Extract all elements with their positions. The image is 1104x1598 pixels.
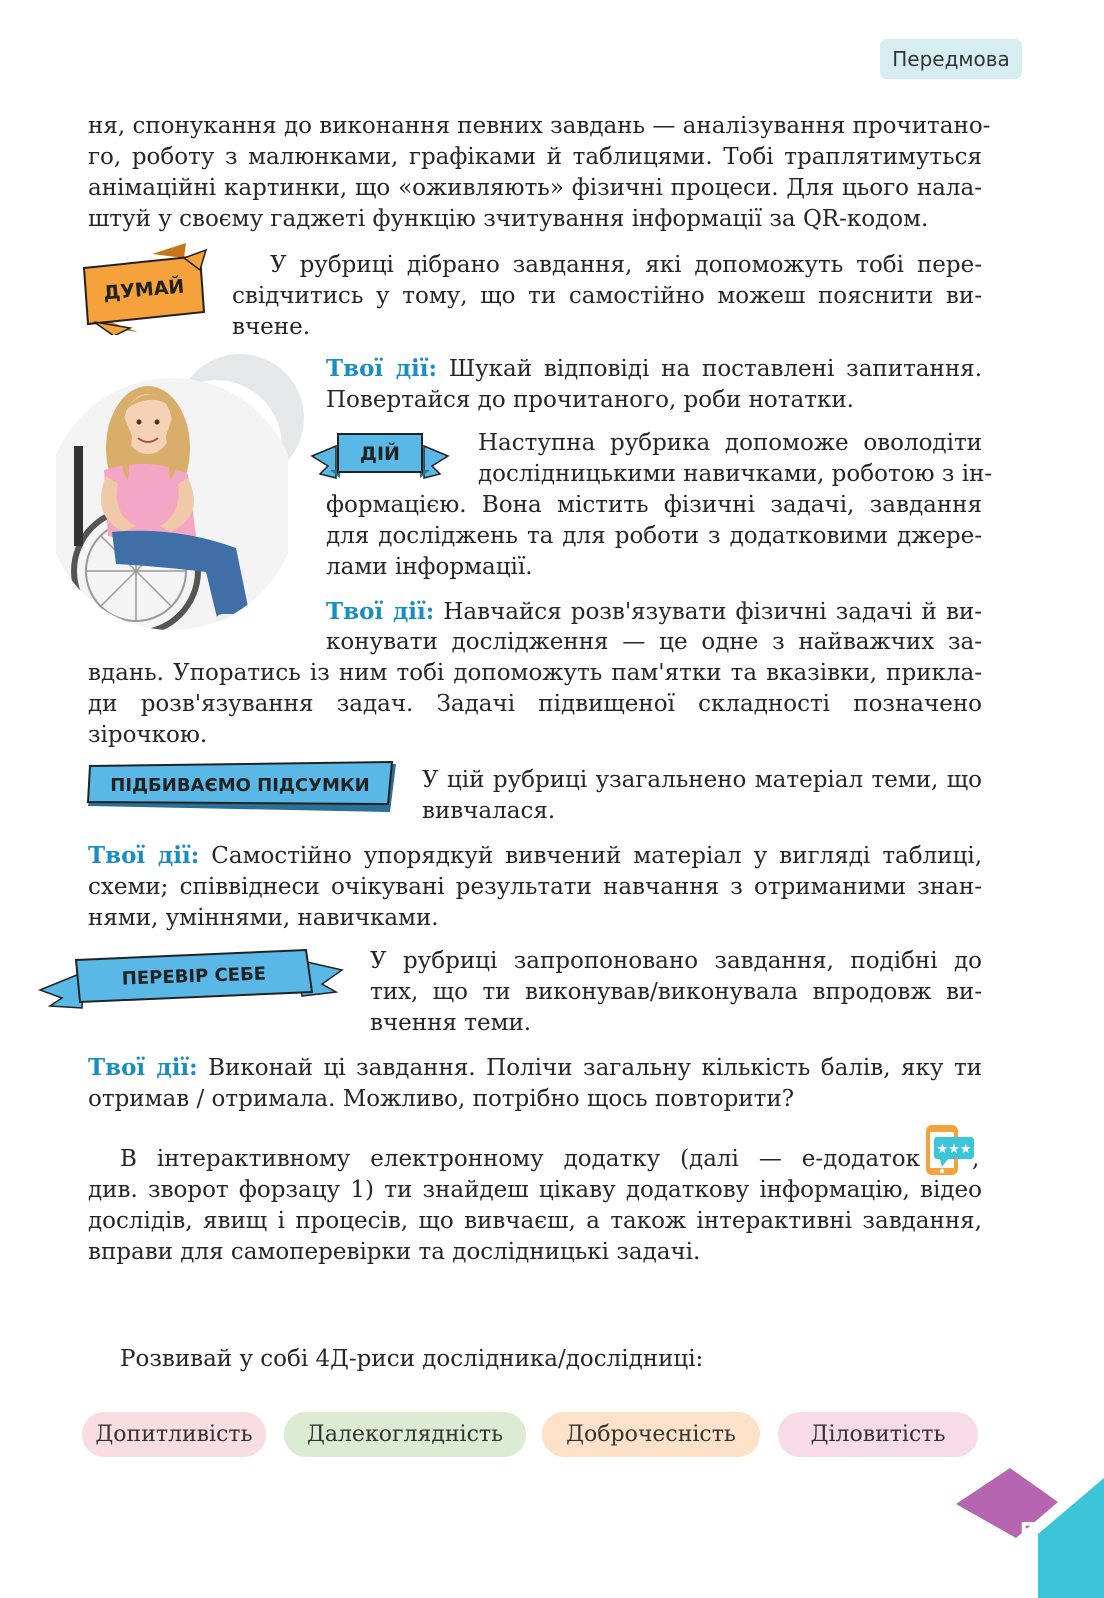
trait-badge-foresight: Далекоглядність: [284, 1412, 526, 1457]
act-actions: [88, 627, 982, 751]
text-line: анімаційні картинки, що «оживляють» фізичні процеси. Для цього нала-: [88, 175, 982, 201]
text-line: [88, 840, 982, 872]
text-line: вдань. Упоратись із ним тобі допоможуть пам'ятки та вказівки, прикла-: [88, 660, 982, 686]
trait-badge-diligence: Діловитість: [778, 1412, 978, 1457]
intro-paragraph: [88, 111, 991, 235]
text-line: го, роботу з малюнками, графіками й таблицями. Тобі траплятимуться: [88, 144, 982, 170]
text-line: Наступна рубрика допоможе оволодіти: [478, 430, 982, 456]
check-badge: [36, 946, 348, 1014]
text-line: [88, 1052, 982, 1084]
actions-text: Самостійно упорядкуй вивчений матеріал у вигляді таблиці,: [211, 843, 983, 869]
actions-label: Твої дії:: [326, 355, 437, 382]
edodatok-comma: ,: [972, 1146, 980, 1172]
summary-badge: [84, 760, 400, 816]
summary-actions: [88, 840, 982, 934]
text-line: У рубриці запропоновано завдання, подібні до: [370, 948, 982, 974]
think-actions: [326, 353, 982, 416]
text-line: лами інформації.: [326, 554, 533, 580]
text-line: ди розв'язування задач. Задачі підвищеної складності позначено: [88, 691, 982, 717]
text-line: формацією. Вона містить фізичні задачі, завдання: [326, 492, 982, 518]
text-line: ня, спонукання до виконання певних завдань — аналізування прочитано-: [88, 113, 991, 139]
text-line: Розвивай у собі 4Д-риси дослідника/дослідниці:: [120, 1346, 704, 1372]
text-line: вправи для самоперевірки та дослідницькі задачі.: [88, 1239, 701, 1265]
check-badge-label: ПЕРЕВІР СЕБЕ: [121, 963, 267, 990]
check-actions: [88, 1052, 982, 1115]
text-line: дослідницькими навичками, роботою з ін-: [478, 461, 993, 487]
summary-paragraph: [422, 765, 982, 827]
phone-app-icon: [922, 1123, 976, 1177]
edodatok-paragraph: [88, 1175, 982, 1268]
text-line: тих, що ти виконував/виконувала впродовж ви-: [370, 979, 982, 1005]
text-line: схеми; співвіднеси очікувані результати навчання з отриманими знан-: [88, 874, 982, 900]
text-line: див. зворот форзацу 1) ти знайдеш цікаву додаткову інформацію, відео: [88, 1177, 982, 1203]
act-paragraph: [326, 428, 993, 583]
text-line: У цій рубриці узагальнено матеріал теми, що: [422, 767, 982, 793]
svg-text:★★★: ★★★: [936, 1142, 972, 1157]
text-line: нями, уміннями, навичками.: [88, 905, 439, 931]
text-line: [326, 353, 982, 385]
think-badge-label: ДУМАЙ: [102, 275, 186, 305]
actions-text: Навчайся розв'язувати фізичні задачі й ви-: [443, 599, 982, 625]
page-number: 5: [1018, 1518, 1038, 1548]
text-line: В інтерактивному електронному додатку (далі — е-додаток: [120, 1146, 920, 1172]
actions-label: Твої дії:: [88, 1054, 198, 1081]
act-actions-first: [326, 596, 982, 628]
text-line: дослідів, явищ і процесів, що вивчаєш, а також інтерактивні завдання,: [88, 1208, 982, 1234]
actions-text: Шукай відповіді на поставлені запитання.: [448, 356, 983, 382]
text-line: [326, 596, 982, 628]
text-line: зірочкою.: [88, 722, 208, 748]
text-line: вивчалася.: [422, 798, 556, 824]
actions-label: Твої дії:: [326, 598, 435, 625]
actions-label: Твої дії:: [88, 842, 200, 869]
act-badge-label: ДІЙ: [360, 443, 400, 465]
student-wheelchair-photo: [56, 376, 288, 632]
actions-text: Виконай ці завдання. Полічи загальну кількість балів, яку ти: [208, 1055, 983, 1081]
check-paragraph: [370, 946, 982, 1039]
section-tag: Передмова: [880, 39, 1022, 79]
text-line: отримав / отримала. Можливо, потрібно щось повторити?: [88, 1086, 795, 1112]
traits-intro: [120, 1344, 880, 1375]
think-paragraph: [232, 250, 982, 343]
summary-badge-label: ПІДБИВАЄМО ПІДСУМКИ: [110, 775, 370, 796]
text-line: вчення теми.: [370, 1010, 532, 1036]
text-line: У рубриці дібрано завдання, які допоможуть тобі пере-: [270, 252, 982, 278]
trait-badge-curiosity: Допитливість: [82, 1412, 266, 1457]
text-line: Повертайся до прочитаного, роби нотатки.: [326, 387, 854, 413]
trait-badge-integrity: Доброчесність: [542, 1412, 760, 1457]
think-badge: [80, 240, 210, 335]
text-line: для досліджень та для роботи з додатковими джере-: [326, 523, 982, 549]
text-line: конувати дослідження — це одне з найважчих за-: [326, 629, 982, 655]
text-line: свідчитись у тому, що ти самостійно можеш пояснити ви-: [232, 283, 982, 309]
text-line: вчене.: [232, 314, 311, 340]
text-line: штуй у своєму гаджеті функцію зчитування інформації за QR-кодом.: [88, 206, 929, 232]
edodatok-first-line: [88, 1144, 920, 1175]
